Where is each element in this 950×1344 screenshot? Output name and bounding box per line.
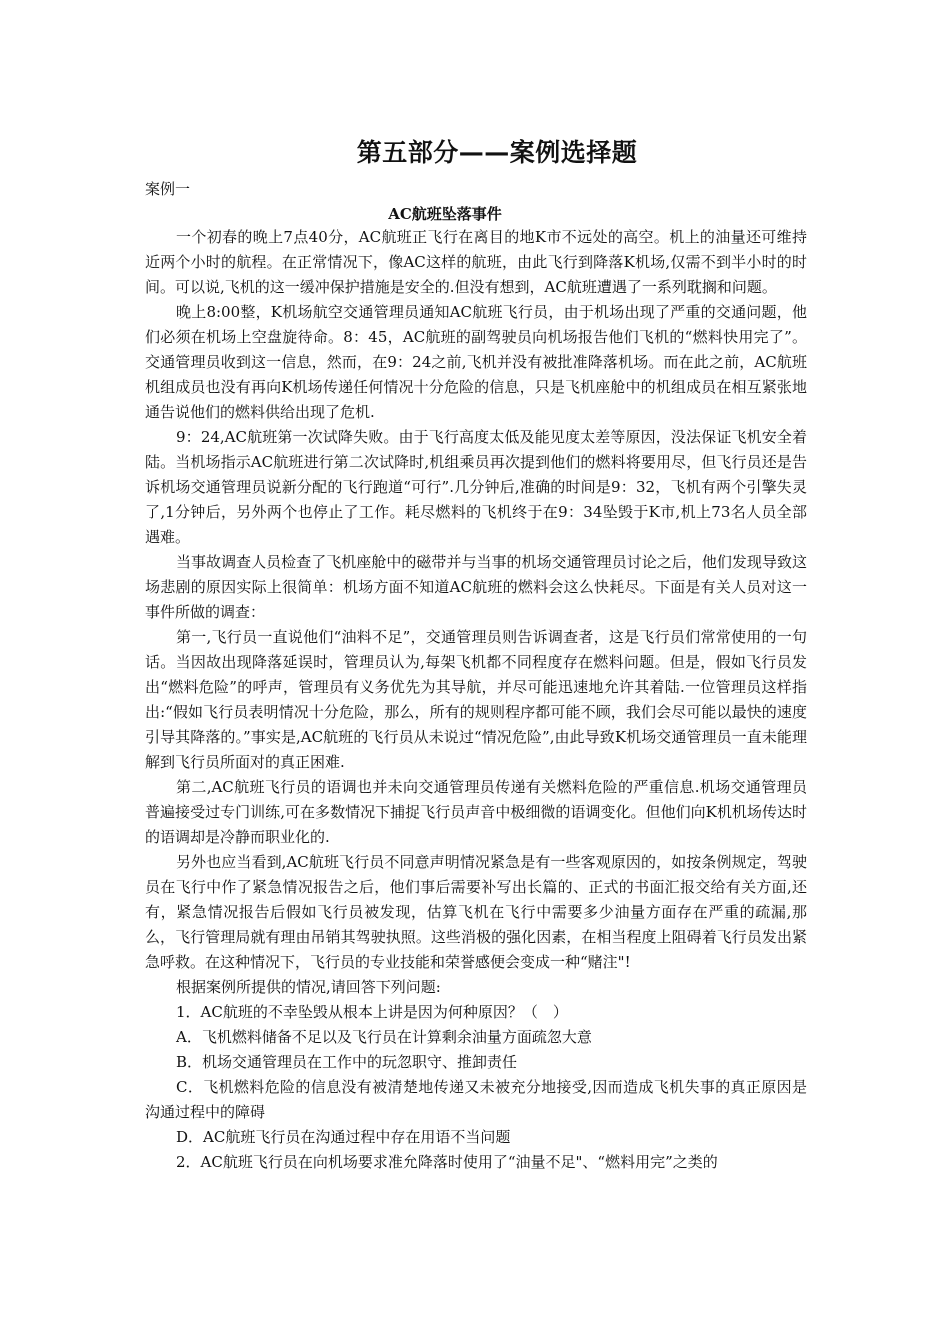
paragraph: 另外也应当看到,AC航班飞行员不同意声明情况紧急是有一些客观原因的，如按条例规定，驾驶员在飞行中作了紧急情况报告之后，他们事后需要补写出长篇的、正式的书面汇报交给有关方面,还有，紧急情况报告后假如飞行员被发现，估算飞机在飞行中需要多少油量方面存在严重的疏漏,那么，飞行管理局就有理由吊销其驾驶执照。这些消极的强化因素，在相当程度上阻碍着飞行员发出紧急呼救。在这种情况下，飞行员的专业技能和荣誉感便会变成一种“赌注"! — [145, 853, 807, 971]
question-prompt: 根据案例所提供的情况,请回答下列问题: — [176, 978, 441, 996]
option-a: A．飞机燃料储备不足以及飞行员在计算剩余油量方面疏忽大意 — [176, 1028, 592, 1046]
case-body — [145, 225, 807, 1175]
paragraph: 一个初春的晚上7点40分，AC航班正飞行在离目的地K市不远处的高空。机上的油量还可维持近两个小时的航程。在正常情况下，像AC这样的航班，由此飞行到降落K机场,仅需不到半小时的时间。可以说,飞机的这一缓冲保护措施是安全的.但没有想到，AC航班遭遇了一系列耽搁和问题。 — [145, 228, 807, 296]
case-label: 案例一 — [145, 180, 191, 198]
paragraph: 当事故调查人员检查了飞机座舱中的磁带并与当事的机场交通管理员讨论之后，他们发现导致这场悲剧的原因实际上很简单：机场方面不知道AC航班的燃料会这么快耗尽。下面是有关人员对这一事件所做的调查： — [145, 553, 807, 621]
option-c: C．飞机燃料危险的信息没有被清楚地传递又未被充分地接受,因而造成飞机失事的真正原因是沟通过程中的障碍 — [145, 1078, 807, 1121]
question-2: 2．AC航班飞行员在向机场要求准允降落时使用了“油量不足"、“燃料用完”之类的 — [176, 1153, 718, 1171]
question-1: 1．AC航班的不幸坠毁从根本上讲是因为何种原因？（ ） — [176, 1003, 568, 1021]
case-title: AC航班坠落事件 — [388, 205, 502, 223]
option-d: D．AC航班飞行员在沟通过程中存在用语不当问题 — [176, 1128, 511, 1146]
paragraph: 晚上8:00整，K机场航空交通管理员通知AC航班飞行员，由于机场出现了严重的交通问题，他们必须在机场上空盘旋待命。8：45，AC航班的副驾驶员向机场报告他们飞机的“燃料快用完了”。交通管理员收到这一信息，然而，在9：24之前,飞机并没有被批准降落机场。而在此之前，AC航班机组成员也没有再向K机场传递任何情况十分危险的信息，只是飞机座舱中的机组成员在相互紧张地通告说他们的燃料供给出现了危机. — [145, 303, 807, 421]
paragraph: 9：24,AC航班第一次试降失败。由于飞行高度太低及能见度太差等原因，没法保证飞机安全着陆。当机场指示AC航班进行第二次试降时,机组乘员再次提到他们的燃料将要用尽，但飞行员还是告诉机场交通管理员说新分配的飞行跑道“可行”.几分钟后,准确的时间是9：32，飞机有两个引擎失灵了,1分钟后，另外两个也停止了工作。耗尽燃料的飞机终于在9：34坠毁于K市,机上73名人员全部遇难。 — [145, 428, 807, 546]
paragraph: 第二,AC航班飞行员的语调也并未向交通管理员传递有关燃料危险的严重信息.机场交通管理员普遍接受过专门训练,可在多数情况下捕捉飞行员声音中极细微的语调变化。但他们向K机机场传达时的语调却是冷静而职业化的. — [145, 778, 807, 846]
page-title: 第五部分——案例选择题 — [356, 138, 638, 167]
paragraph: 第一,飞行员一直说他们“油料不足”，交通管理员则告诉调查者，这是飞行员们常常使用的一句话。当因故出现降落延误时，管理员认为,每架飞机都不同程度存在燃料问题。但是，假如飞行员发出“燃料危险”的呼声，管理员有义务优先为其导航，并尽可能迅速地允许其着陆.一位管理员这样指出:“假如飞行员表明情况十分危险，那么，所有的规则程序都可能不顾，我们会尽可能以最快的速度引导其降落的。”事实是,AC航班的飞行员从未说过“情况危险”,由此导致K机场交通管理员一直未能理解到飞行员所面对的真正困难. — [145, 628, 807, 771]
option-b: B．机场交通管理员在工作中的玩忽职守、推卸责任 — [176, 1053, 518, 1071]
